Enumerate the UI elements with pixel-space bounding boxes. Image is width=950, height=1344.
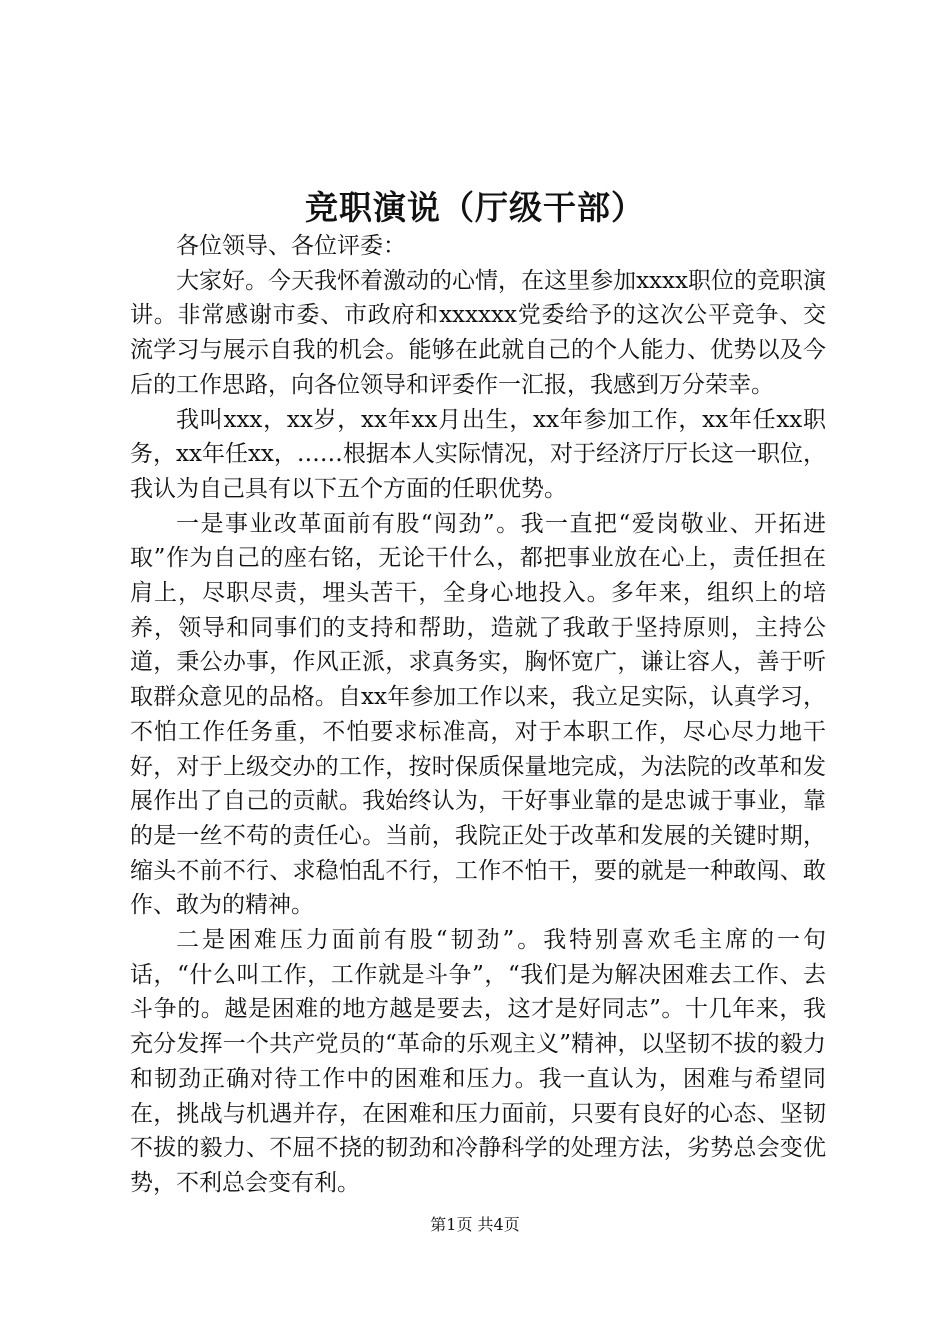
salutation-paragraph: 各位领导、各位评委： (176, 233, 406, 259)
body-paragraph: 一是事业改革面前有股“闯劲”。我一直把“爱岗敬业、开拓进取”作为自己的座右铭，无论干什么，都把事业放在心上，责任担在肩上，尽职尽责，埋头苦干，全身心地投入。多年来，组织上的培养，领导和同事们的支持和帮助，造就了我敢于坚持原则，主持公道，秉公办事，作风正派，求真务实，胸怀宽广，谦让容人，善于听取群众意见的品格。自xx年参加工作以来，我立足实际，认真学习，不怕工作任务重，不怕要求标准高，对于本职工作，尽心尽力地干好，对于上级交办的工作，按时保质保量地完成，为法院的改革和发展作出了自己的贡献。我始终认为，干好事业靠的是忠诚于事业，靠的是一丝不苟的责任心。当前，我院正处于改革和发展的关键时期，缩头不前不行、求稳怕乱不行，工作不怕干，要的就是一种敢闯、敢作、敢为的精神。 (130, 510, 826, 919)
body-paragraph: 二是困难压力面前有股“韧劲”。我特别喜欢毛主席的一句话，“什么叫工作，工作就是斗争”，“我们是为解决困难去工作、去斗争的。越是困难的地方越是要去，这才是好同志”。十几年来，我充分发挥一个共产党员的“革命的乐观主义”精神，以坚韧不拔的毅力和韧劲正确对待工作中的困难和压力。我一直认为，困难与希望同在，挑战与机遇并存，在困难和压力面前，只要有良好的心态、坚韧不拔的毅力、不屈不挠的韧劲和冷静科学的处理方法，劣势总会变优势，不利总会变有利。 (130, 927, 826, 1196)
page-number-footer: 第1页 共4页 (430, 1215, 520, 1234)
document-body (130, 229, 826, 1201)
body-paragraph: 我叫xxx，xx岁，xx年xx月出生，xx年参加工作，xx年任xx职务，xx年任xx，……根据本人实际情况，对于经济厅厅长这一职位，我认为自己具有以下五个方面的任职优势。 (130, 406, 826, 502)
body-paragraph: 大家好。今天我怀着激动的心情，在这里参加xxxx职位的竞职演讲。非常感谢市委、市政府和xxxxxx党委给予的这次公平竞争、交流学习与展示自我的机会。能够在此就自己的个人能力、优势以及今后的工作思路，向各位领导和评委作一汇报，我感到万分荣幸。 (130, 267, 826, 398)
document-title: 竞职演说（厅级干部） (305, 188, 645, 227)
